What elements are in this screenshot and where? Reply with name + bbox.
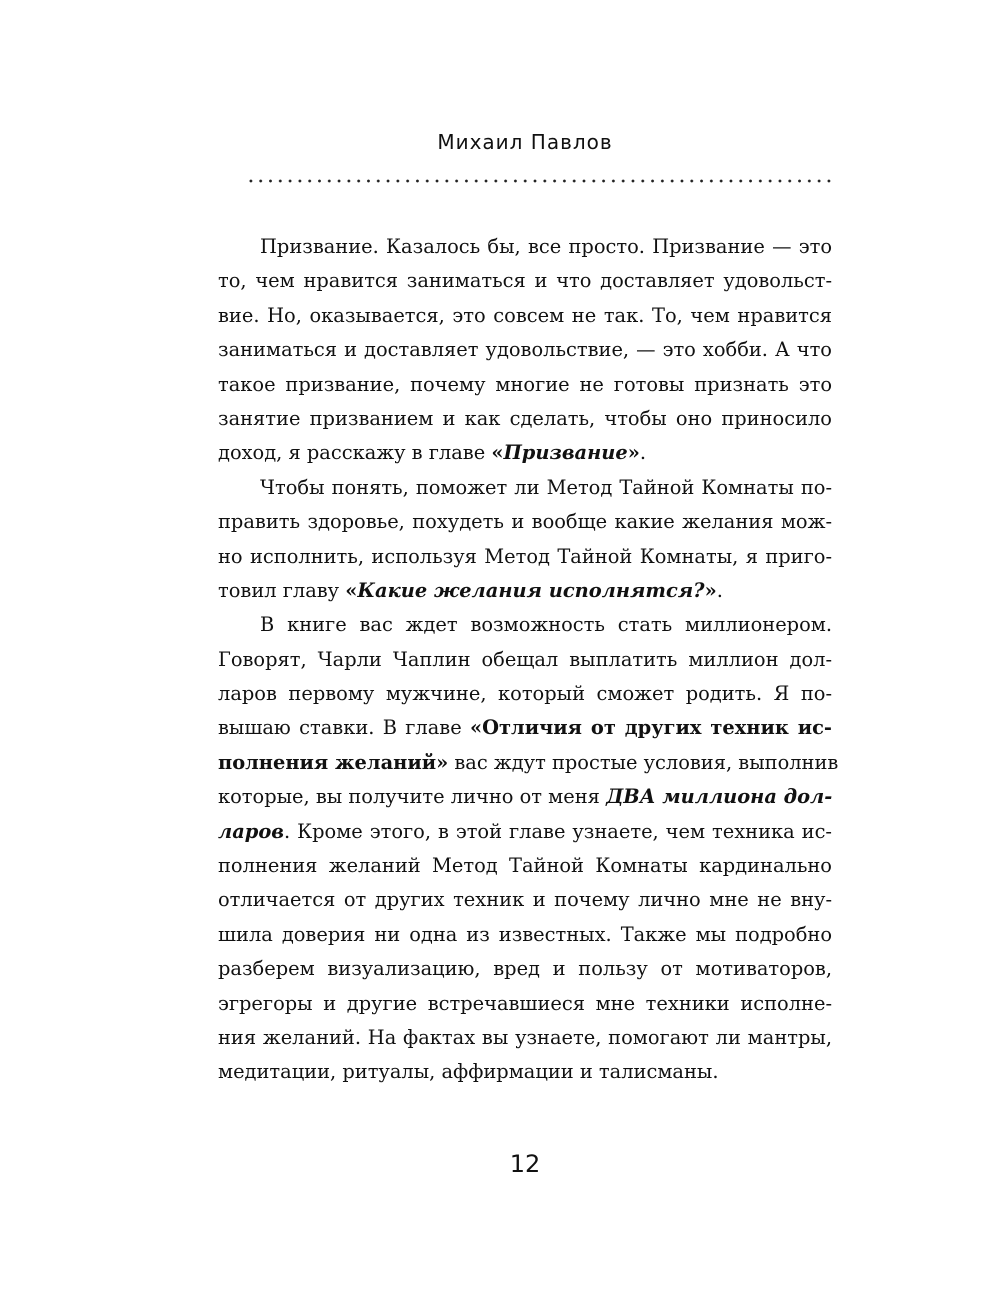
text-segment: но исполнить, используя Метод Тайной Комнаты, я приго- xyxy=(218,544,832,568)
text-segment: заниматься и доставляет удовольствие, — это хобби. А что xyxy=(218,338,832,362)
text-segment: такое призвание, почему многие не готовы признать это xyxy=(218,372,832,396)
text-segment: то, чем нравится заниматься и что доставляет удовольст- xyxy=(218,269,832,293)
text-line xyxy=(218,1055,832,1089)
text-line xyxy=(218,230,832,264)
text-segment: вышаю ставки. В главе xyxy=(218,716,471,740)
emphasis-segment: Призвание xyxy=(503,441,628,465)
text-segment: отличается от других техник и почему лично мне не вну- xyxy=(218,888,832,912)
emphasis-segment: » xyxy=(704,578,717,602)
emphasis-segment: ДВА миллиона дол- xyxy=(606,785,833,809)
text-segment: которые, вы получите лично от меня xyxy=(218,785,607,809)
text-segment: Чтобы понять, поможет ли Метод Тайной Комнаты по- xyxy=(260,475,832,499)
text-line xyxy=(218,299,832,333)
text-line xyxy=(218,436,832,470)
text-line xyxy=(218,608,832,642)
emphasis-segment: полнения желаний» xyxy=(218,750,449,774)
text-line xyxy=(218,849,832,883)
text-segment: шила доверия ни одна из известных. Также мы подробно xyxy=(218,922,832,946)
text-line xyxy=(218,368,832,402)
text-segment: медитации, ритуалы, аффирмации и талисманы. xyxy=(218,1060,719,1084)
text-line xyxy=(218,677,832,711)
text-line xyxy=(218,264,832,298)
text-line xyxy=(218,333,832,367)
text-line xyxy=(218,402,832,436)
text-line xyxy=(218,815,832,849)
text-line xyxy=(218,471,832,505)
text-line xyxy=(218,711,832,745)
text-segment: править здоровье, похудеть и вообще какие желания мож- xyxy=(218,510,832,534)
text-segment: занятие призванием и как сделать, чтобы оно приносило xyxy=(218,406,832,430)
text-segment: В книге вас ждет возможность стать миллионером. xyxy=(260,613,832,637)
text-line xyxy=(218,1021,832,1055)
text-line xyxy=(218,505,832,539)
text-line xyxy=(218,987,832,1021)
dotted-divider xyxy=(246,176,836,186)
text-segment: полнения желаний Метод Тайной Комнаты кардинально xyxy=(218,854,832,878)
text-line xyxy=(218,952,832,986)
emphasis-segment: » xyxy=(627,441,640,465)
emphasis-segment: « xyxy=(491,441,504,465)
text-line xyxy=(218,883,832,917)
text-segment: эгрегоры и другие встречавшиеся мне техники исполне- xyxy=(218,991,832,1015)
text-segment: ларов первому мужчине, который сможет родить. Я по- xyxy=(218,682,832,706)
emphasis-segment: ларов xyxy=(218,819,284,843)
emphasis-segment: « xyxy=(345,578,358,602)
text-segment: Говорят, Чарли Чаплин обещал выплатить миллион дол- xyxy=(218,647,832,671)
emphasis-segment: Какие желания исполнятся? xyxy=(357,578,705,602)
text-segment: вие. Но, оказывается, это совсем не так. То, чем нравится xyxy=(218,303,832,327)
text-segment: доход, я расскажу в главе xyxy=(218,441,492,465)
running-header-author: Михаил Павлов xyxy=(437,130,613,154)
body-text xyxy=(218,230,839,1090)
page-number: 12 xyxy=(509,1150,541,1178)
text-line xyxy=(218,574,832,608)
text-segment: ния желаний. На фактах вы узнаете, помогают ли мантры, xyxy=(218,1025,832,1049)
text-segment: . Кроме этого, в этой главе узнаете, чем техника ис- xyxy=(283,819,832,843)
text-segment: разберем визуализацию, вред и пользу от мотиваторов, xyxy=(218,957,832,981)
text-segment: вас ждут простые условия, выполнив xyxy=(448,750,839,774)
text-line xyxy=(218,540,832,574)
text-segment: . xyxy=(716,578,723,602)
emphasis-segment: «Отличия от других техник ис- xyxy=(470,716,832,740)
text-line xyxy=(218,643,832,677)
text-line xyxy=(218,918,832,952)
text-segment: Призвание. Казалось бы, все просто. Призвание — это xyxy=(260,235,832,258)
text-line xyxy=(218,746,839,780)
text-segment: товил главу xyxy=(218,578,346,602)
text-segment: . xyxy=(639,441,646,465)
text-line xyxy=(218,780,832,814)
